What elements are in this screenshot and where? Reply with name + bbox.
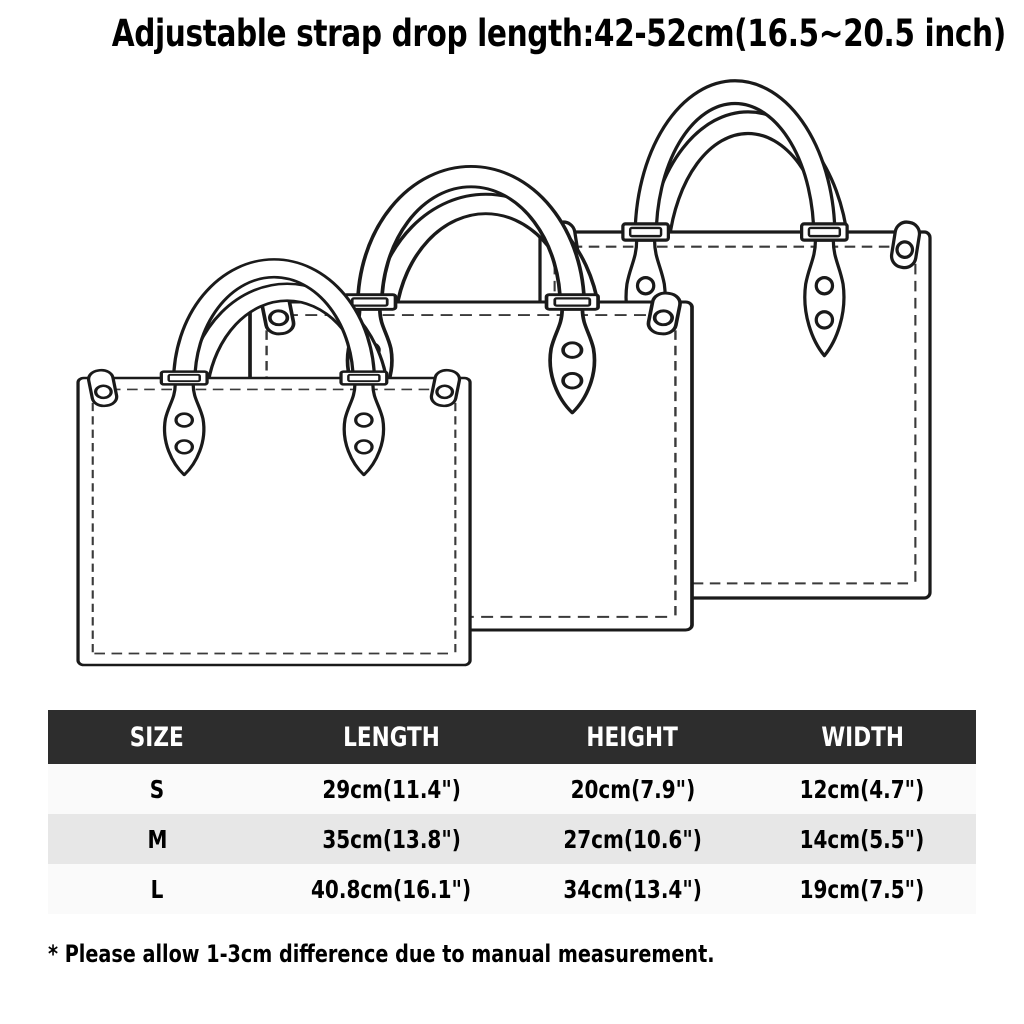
measurement-note-text: * Please allow 1-3cm difference due to manual measurement. <box>48 940 715 968</box>
measurement-note <box>48 940 881 968</box>
cell-m-height: 27cm(10.6") <box>563 824 702 854</box>
cell-s-size: S <box>149 774 165 804</box>
header-height: HEIGHT <box>586 721 679 753</box>
table-row-m <box>48 814 976 864</box>
cell-s-width: 12cm(4.7") <box>799 774 925 804</box>
cell-l-height: 34cm(13.4") <box>563 874 702 904</box>
header-size: SIZE <box>130 721 185 753</box>
header-length: LENGTH <box>342 721 440 753</box>
cell-l-width: 19cm(7.5") <box>799 874 925 904</box>
size-chart-table <box>48 710 976 914</box>
table-row-l <box>48 864 976 914</box>
cell-s-length: 29cm(11.4") <box>322 774 461 804</box>
cell-l-size: L <box>150 874 164 904</box>
cell-m-length: 35cm(13.8") <box>322 824 461 854</box>
cell-l-length: 40.8cm(16.1") <box>311 874 472 904</box>
header-width: WIDTH <box>820 721 904 753</box>
cell-m-size: M <box>147 824 167 854</box>
cell-m-width: 14cm(5.5") <box>799 824 925 854</box>
table-header-row <box>48 710 976 764</box>
table-row-s <box>48 764 976 814</box>
cell-s-height: 20cm(7.9") <box>570 774 695 804</box>
page-title-text: Adjustable strap drop length:42-52cm(16.5~20.5 inch) <box>111 12 1006 55</box>
